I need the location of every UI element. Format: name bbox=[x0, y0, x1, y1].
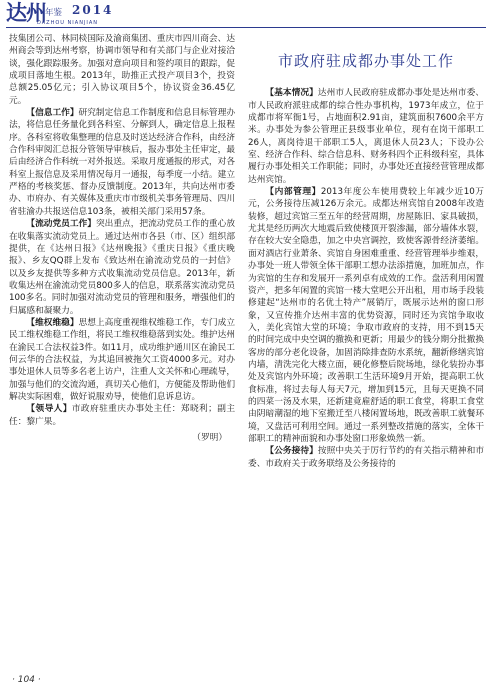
section-tag-party-members: 【流动党员工作】 bbox=[26, 219, 96, 230]
paragraph-official-reception-text: 按照中央关于厉行节约的有关指示精神和市委、市政府关于政务联络及公务接待的 bbox=[248, 446, 485, 469]
paragraph-party-members bbox=[9, 218, 235, 317]
paragraph-investment: 技集团公司、林同棪国际及渝商集团、重庆市四川商会、达州商会等到达州考察，协调市领导和有关部门与企业对接洽谈，强化跟踪服务。加强对意向项目和签约项目的跟踪，促成项目落地生根。2013年，助推正式投产项目3个，投资总额25.05亿元；引入协议项目5个，协议资金36.45亿元。 bbox=[9, 34, 235, 106]
page-number: · 104 · bbox=[12, 675, 41, 685]
paragraph-rights-protection bbox=[9, 317, 235, 403]
paragraph-leaders-text: 市政府驻重庆办事处主任：郑晓利；副主任：黎广果。 bbox=[9, 404, 236, 427]
section-tag-internal-management: 【内部管理】 bbox=[265, 187, 321, 198]
page-header bbox=[0, 0, 491, 28]
article-title: 市政府驻成都办事处工作 bbox=[277, 52, 454, 70]
yearbook-logo-pinyin: DAZHOU NIANJIAN bbox=[37, 20, 99, 26]
paragraph-info-work-text: 研究制定信息工作制度和信息目标管理办法，将信息任务量化到各科室、分解到人，确定信息上报程序。各科室将收集整理的信息及时送达经济合作科，由经济合作科审阅汇总报分管领导审核后，报办事处主任审定，最后由经济合作科统一对外报送。采取月度通报的形式，对各科室上报信息及采用情况每月一通报，每季度一小结。建立严格的考核奖惩、督办反馈制度。2013年，共向达州市委办、市府办、有关媒体及重庆市市级机关事务管理局、四川省驻渝办共报送信息103条，被相关部门采用57条。 bbox=[9, 108, 236, 217]
paragraph-official-reception bbox=[248, 445, 484, 470]
author-credit: （罗明） bbox=[192, 433, 227, 443]
section-tag-leaders: 【领导人】 bbox=[26, 404, 72, 415]
yearbook-logo-nianjian: 年鉴 bbox=[45, 8, 63, 18]
paragraph-basic-info bbox=[248, 87, 484, 186]
yearbook-logo-year: 2014 bbox=[72, 3, 114, 17]
header-rule bbox=[6, 27, 486, 28]
yearbook-logo-title: 达州 bbox=[6, 1, 46, 25]
right-column bbox=[248, 33, 484, 470]
section-tag-rights-protection: 【维权维稳】 bbox=[26, 317, 79, 328]
section-tag-basic-info: 【基本情况】 bbox=[265, 88, 318, 99]
paragraph-internal-management-text: 2013年度公车使用费较上年减少近10万元，公务接待压减126万余元。成都达州宾馆自2008年改造装修，超过宾馆三至五年的经营周期，房屋陈旧、家具破损，尤其是经历两次大地震后致使楼顶开裂渗漏，部分墙体水裂，存在较大安全隐患，加之中央宫调控，致使客源骨经济萎缩。面对酒店行业萧条、宾馆自身困难重重、经营管理举步维艰，办事处一班人带领全体干部职工想办法添措施，加班加点，作为宾馆的生存和发展开一系列卓有成效的工作。盘活利用闲置资产，把多年闲置的宾馆一楼大堂吧公开出租，用市场手段装修建起“达州市的名优土特产”展销厅，既展示达州的窗口形象，又宣传推介达州丰富的优势资源，同时还为宾馆争取收入，美化宾馆大堂的环境；争取市政府的支持，用不到15天的时间完成中央空调的撤换和更新；用最少的钱分期分批撤换客房的部分老化设备，加固消除排查防水系统，翻新修缮宾馆内墙，清洗完化大楼立面，硬化修整后院场地，绿化装扮办事处及宾馆内外环境；改善职工生活环境9月开始，提高职工伙食标准，将过去每人每天7元，增加到15元，且每天更换不同的四菜一汤及水果，还新建竟雇舒适的职工食堂，将职工食堂由阴暗潮湿的地下室搬迁至八楼闲置场地，既改善职工就餐环境，又盘活可利用空间。通过一系列整改措施的落实，全体干部职工的精神面貌和办事处窗口形象焕然一新。 bbox=[248, 187, 484, 444]
paragraph-internal-management bbox=[248, 186, 484, 445]
paragraph-rights-protection-text: 思想上高度重视维权维稳工作，专门成立民工维权维稳工作组，将民工维权维稳落到实处。维护达州在渝民工合法权益3件。如11月，成功维护通川区在渝民工何云华的合法权益，为其追回被拖欠工资4000多元。对办事处退休人员等多名老上访户，注重人文关怀和心理疏导，加强与他们的交流沟通，真切关心他们，方便能及帮助他们解决实际困难，做好说服劝导，使他们息诉息访。 bbox=[9, 317, 236, 402]
paragraph-basic-info-text: 达州市人民政府驻成都办事处是达州市委、市人民政府派驻成都的综合性办事机构，1973年成立，位于成都市将军衙1号，占地面积2.91亩，建筑面积7600余平方米。办事处为参公管理正县级事业单位，现有在岗干部职工26人，离岗待退干部职工5人，离退休人员23人；下设办公室、经济合作科、综合信息科、财务科四个正科级科室，具体履行办事处相关工作职能；同时，办事处还直接经营管理成都达州宾馆。 bbox=[248, 88, 485, 185]
section-tag-official-reception: 【公务接待】 bbox=[265, 446, 318, 457]
paragraph-leaders bbox=[9, 403, 235, 428]
paragraph-party-members-text: 突出重点，把流动党员工作的重心放在收集落实流动党员上。通过达州市各县（市、区）组织部提供，在《达州日报》《达州晚报》《重庆日报》《重庆晚报》、乡友QQ群上发布《致达州在渝流动党员的一封信》以及乡友提供等多种方式收集流动党员信息。2013年，新收集达州在渝流动党员800多人的信息，联系落实流动党员100多名。同时加强对流动党员的管理和服务，增强他们的归属感和凝聚力。 bbox=[9, 219, 236, 316]
paragraph-info-work bbox=[9, 107, 235, 218]
section-tag-info-work: 【信息工作】 bbox=[26, 108, 79, 119]
left-column bbox=[9, 33, 235, 444]
